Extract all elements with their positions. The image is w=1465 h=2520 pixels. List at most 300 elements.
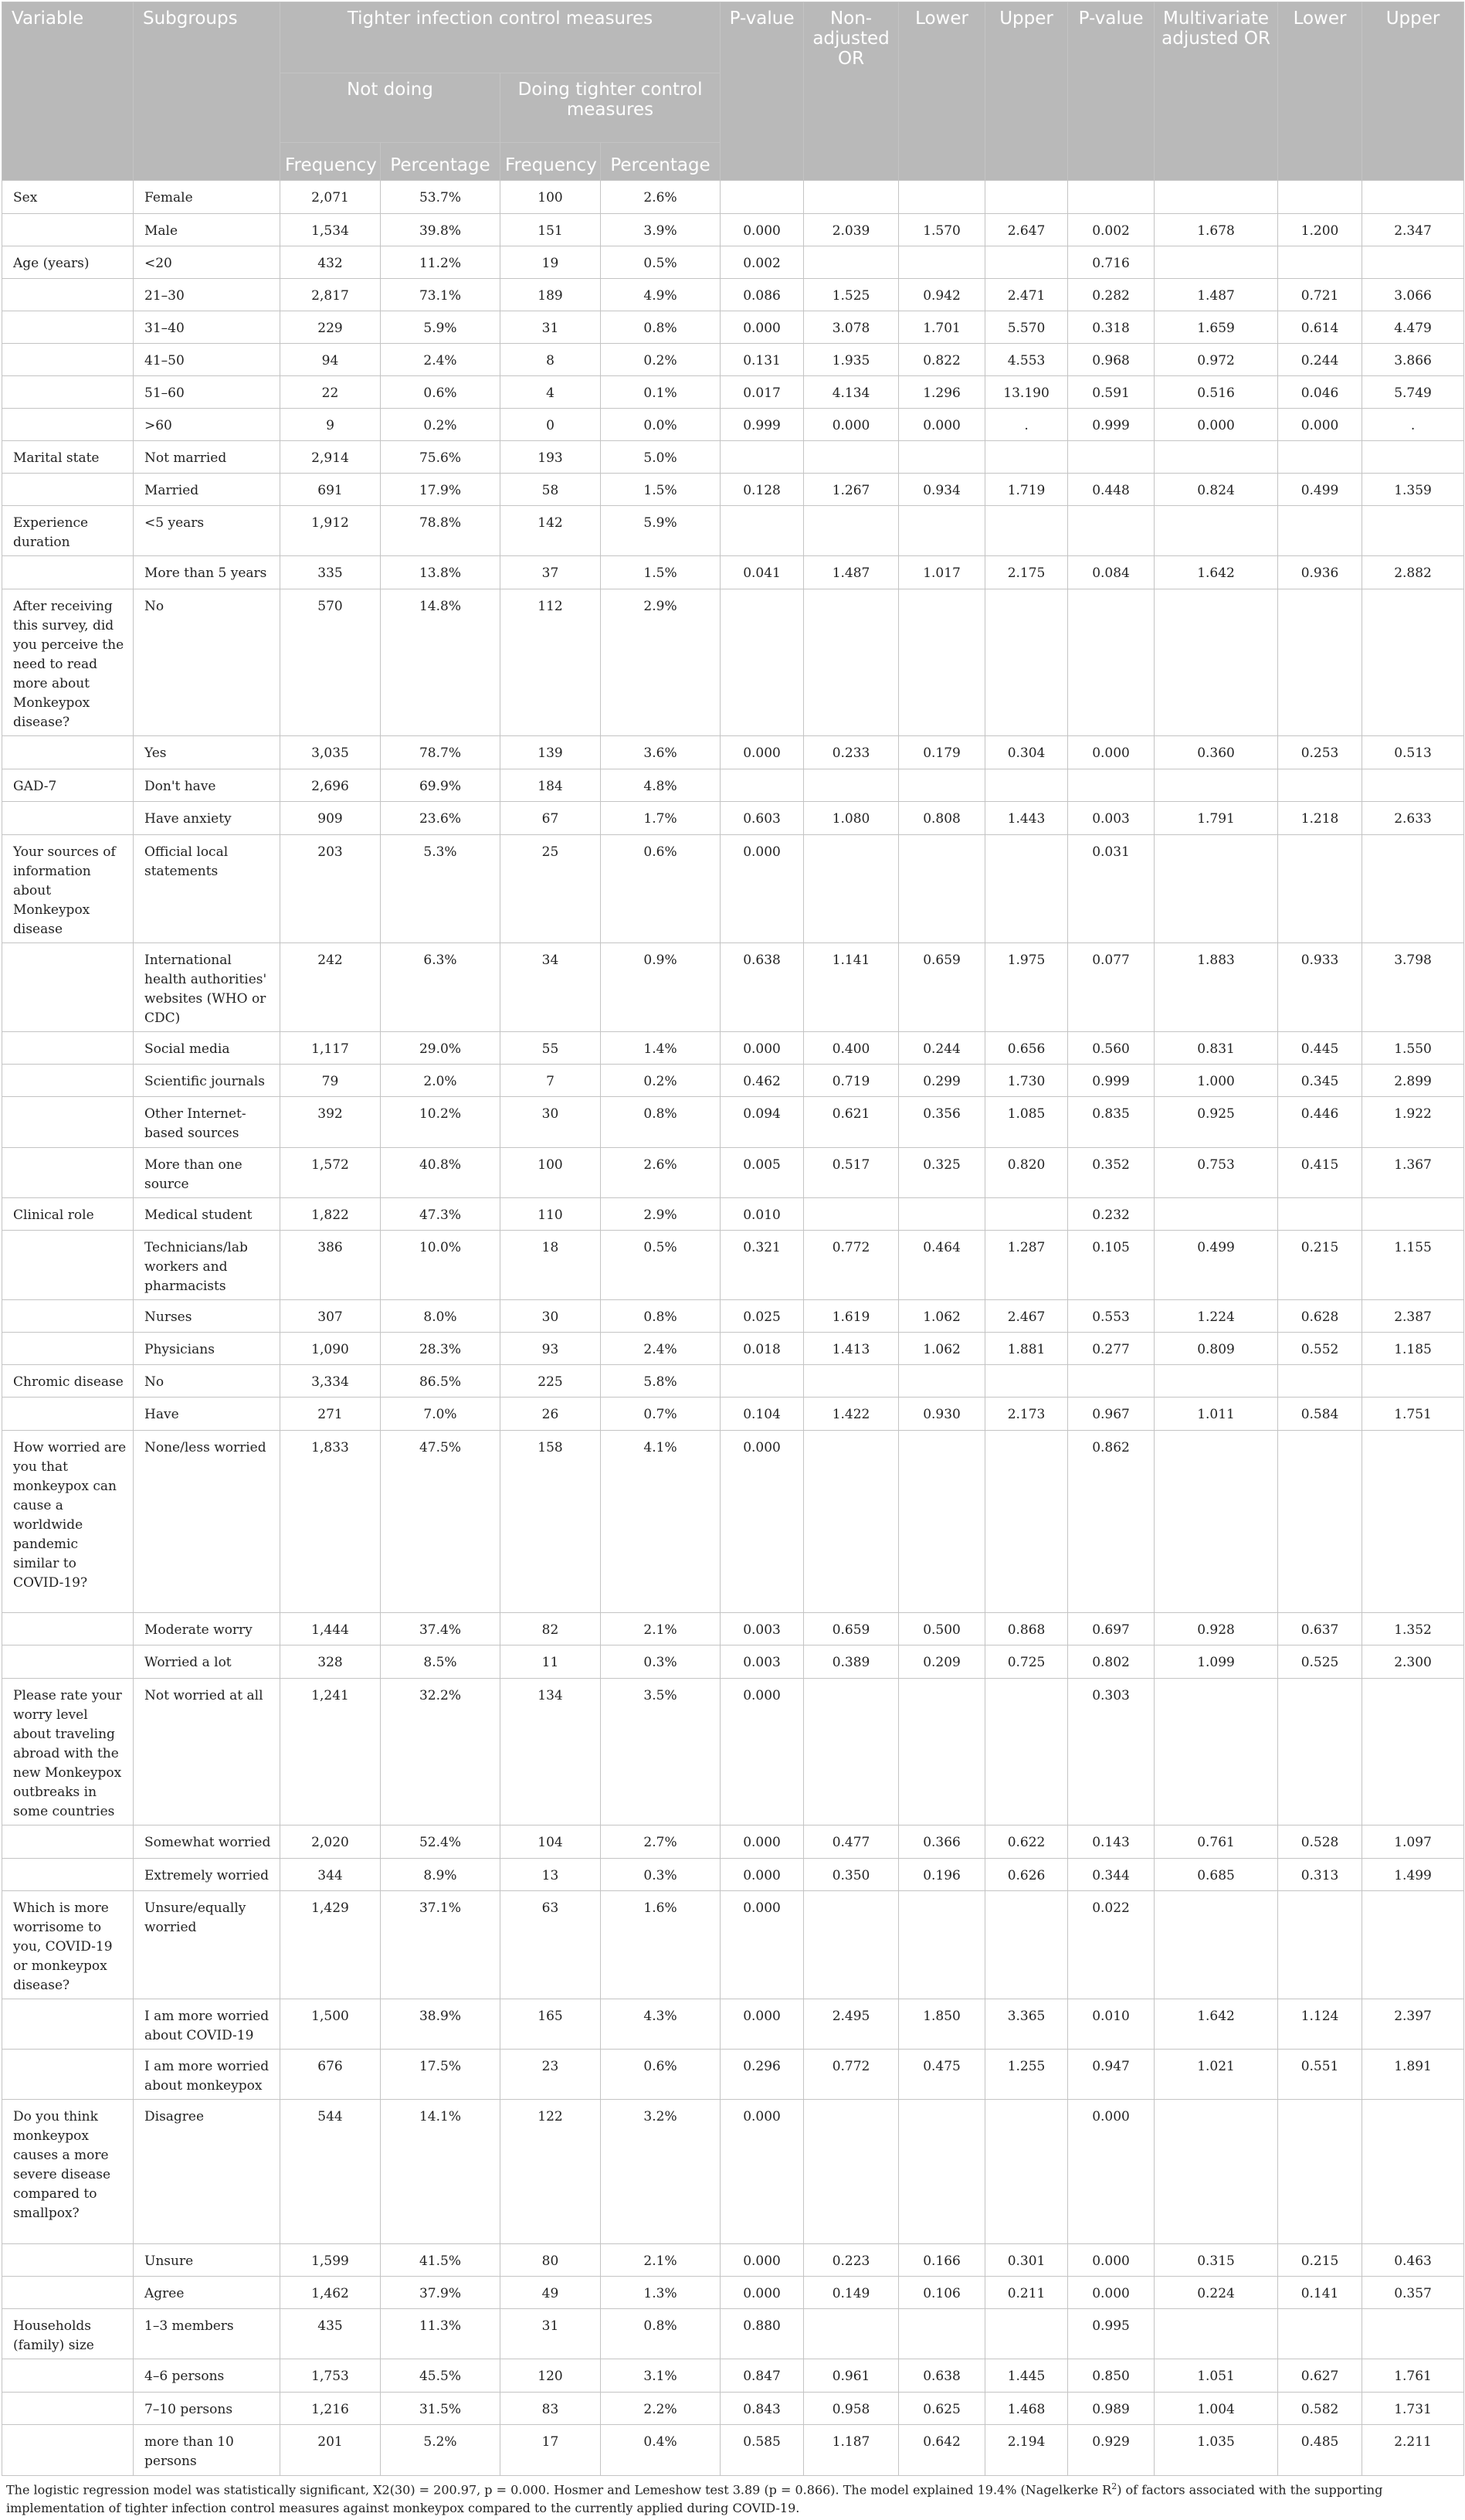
non-adjusted-or-cell [804,1198,899,1231]
subgroup-cell: more than 10 persons [134,2425,280,2476]
variable-cell: Your sources of information about Monkeypox disease [2,835,134,943]
adjusted-upper-cell [1362,246,1464,279]
header-percentage: Percentage [601,143,721,181]
doing-percentage-cell: 2.1% [601,1613,721,1645]
not-doing-frequency-cell: 201 [280,2425,381,2476]
subgroup-cell: Not married [134,441,280,474]
doing-percentage-cell: 3.5% [601,1679,721,1825]
variable-cell [2,1300,134,1333]
doing-frequency-cell: 184 [500,769,601,802]
lower-cell: 0.500 [899,1613,985,1645]
not-doing-frequency-cell: 2,696 [280,769,381,802]
lower-cell: 0.625 [899,2393,985,2425]
not-doing-percentage-cell: 28.3% [381,1333,500,1365]
table-row [2,376,1464,409]
p-value-cell: 0.000 [721,1431,804,1613]
upper-cell [985,181,1068,214]
non-adjusted-or-cell: 2.495 [804,1999,899,2050]
adjusted-lower-cell: 0.627 [1278,2359,1362,2393]
lower-cell [899,1891,985,1999]
multivariate-or-cell [1155,1365,1278,1398]
adjusted-upper-cell: 0.463 [1362,2244,1464,2277]
subgroup-cell: More than one source [134,1148,280,1198]
table-header [2,2,1464,181]
multivariate-or-cell: 1.642 [1155,556,1278,589]
lower-cell: 1.296 [899,376,985,409]
adjusted-upper-cell [1362,589,1464,736]
lower-cell [899,441,985,474]
subgroup-cell: Technicians/lab workers and pharmacists [134,1231,280,1300]
upper-cell [985,1679,1068,1825]
lower-cell: 1.017 [899,556,985,589]
doing-frequency-cell: 26 [500,1398,601,1431]
p-value-cell: 0.025 [721,1300,804,1333]
adjusted-p-value-cell: 0.303 [1068,1679,1155,1825]
adjusted-lower-cell: 0.215 [1278,2244,1362,2277]
lower-cell: 0.475 [899,2050,985,2100]
table-row [2,279,1464,311]
upper-cell: 0.725 [985,1645,1068,1679]
lower-cell: 0.356 [899,1097,985,1148]
doing-percentage-cell: 0.8% [601,2309,721,2359]
table-row [2,2359,1464,2393]
non-adjusted-or-cell [804,441,899,474]
adjusted-p-value-cell: 0.000 [1068,736,1155,769]
doing-frequency-cell: 23 [500,2050,601,2100]
non-adjusted-or-cell: 0.350 [804,1859,899,1891]
lower-cell: 0.642 [899,2425,985,2476]
adjusted-lower-cell: 0.141 [1278,2277,1362,2309]
subgroup-cell: Not worried at all [134,1679,280,1825]
doing-percentage-cell: 2.4% [601,1333,721,1365]
multivariate-or-cell: 1.099 [1155,1645,1278,1679]
variable-cell [2,1148,134,1198]
not-doing-percentage-cell: 13.8% [381,556,500,589]
adjusted-p-value-cell: 0.929 [1068,2425,1155,2476]
lower-cell: 1.701 [899,311,985,344]
doing-percentage-cell: 2.6% [601,181,721,214]
not-doing-percentage-cell: 47.3% [381,1198,500,1231]
subgroup-cell: 4–6 persons [134,2359,280,2393]
adjusted-upper-cell: 2.211 [1362,2425,1464,2476]
p-value-cell: 0.003 [721,1645,804,1679]
upper-cell: 1.719 [985,474,1068,506]
upper-cell: 0.820 [985,1148,1068,1198]
upper-cell: 2.647 [985,214,1068,246]
lower-cell: 0.464 [899,1231,985,1300]
adjusted-p-value-cell: 0.282 [1068,279,1155,311]
variable-cell: How worried are you that monkeypox can cause a worldwide pandemic similar to COVID-19? [2,1431,134,1613]
lower-cell: 0.942 [899,279,985,311]
not-doing-frequency-cell: 229 [280,311,381,344]
not-doing-frequency-cell: 2,020 [280,1825,381,1859]
lower-cell [899,506,985,556]
multivariate-or-cell [1155,181,1278,214]
variable-cell [2,474,134,506]
not-doing-percentage-cell: 14.8% [381,589,500,736]
doing-percentage-cell: 0.4% [601,2425,721,2476]
p-value-cell: 0.000 [721,1891,804,1999]
adjusted-upper-cell [1362,1365,1464,1398]
table-row [2,409,1464,441]
adjusted-upper-cell: 1.731 [1362,2393,1464,2425]
lower-cell: 0.166 [899,2244,985,2277]
doing-percentage-cell: 0.0% [601,409,721,441]
upper-cell [985,246,1068,279]
adjusted-p-value-cell: 0.000 [1068,2244,1155,2277]
adjusted-lower-cell: 0.628 [1278,1300,1362,1333]
lower-cell [899,589,985,736]
lower-cell: 1.850 [899,1999,985,2050]
adjusted-upper-cell: 1.761 [1362,2359,1464,2393]
variable-cell: Which is more worrisome to you, COVID-19 or monkeypox disease? [2,1891,134,1999]
adjusted-upper-cell: 1.359 [1362,474,1464,506]
upper-cell [985,589,1068,736]
not-doing-frequency-cell: 386 [280,1231,381,1300]
doing-frequency-cell: 58 [500,474,601,506]
upper-cell: 1.287 [985,1231,1068,1300]
not-doing-percentage-cell: 10.0% [381,1231,500,1300]
subgroup-cell: Medical student [134,1198,280,1231]
subgroup-cell: Disagree [134,2100,280,2244]
subgroup-cell: International health authorities' websites (WHO or CDC) [134,943,280,1032]
doing-frequency-cell: 7 [500,1065,601,1097]
not-doing-frequency-cell: 1,599 [280,2244,381,2277]
variable-cell [2,311,134,344]
doing-frequency-cell: 104 [500,1825,601,1859]
variable-cell [2,1032,134,1065]
variable-cell [2,1065,134,1097]
adjusted-upper-cell: 1.922 [1362,1097,1464,1148]
lower-cell: 0.106 [899,2277,985,2309]
subgroup-cell: Male [134,214,280,246]
doing-percentage-cell: 1.3% [601,2277,721,2309]
p-value-cell: 0.843 [721,2393,804,2425]
doing-percentage-cell: 0.2% [601,344,721,376]
subgroup-cell: Moderate worry [134,1613,280,1645]
non-adjusted-or-cell: 0.389 [804,1645,899,1679]
doing-frequency-cell: 63 [500,1891,601,1999]
non-adjusted-or-cell: 0.961 [804,2359,899,2393]
not-doing-frequency-cell: 570 [280,589,381,736]
subgroup-cell: No [134,589,280,736]
p-value-cell [721,506,804,556]
p-value-cell: 0.462 [721,1065,804,1097]
multivariate-or-cell: 0.972 [1155,344,1278,376]
adjusted-upper-cell: 5.749 [1362,376,1464,409]
table-row [2,1645,1464,1679]
doing-percentage-cell: 4.8% [601,769,721,802]
doing-percentage-cell: 2.7% [601,1825,721,1859]
multivariate-or-cell [1155,1198,1278,1231]
not-doing-frequency-cell: 1,429 [280,1891,381,1999]
not-doing-frequency-cell: 435 [280,2309,381,2359]
variable-cell [2,214,134,246]
non-adjusted-or-cell [804,506,899,556]
not-doing-percentage-cell: 40.8% [381,1148,500,1198]
doing-frequency-cell: 30 [500,1097,601,1148]
header-frequency: Frequency [280,143,381,181]
upper-cell: 1.975 [985,943,1068,1032]
multivariate-or-cell: 1.791 [1155,802,1278,835]
p-value-cell: 0.010 [721,1198,804,1231]
multivariate-or-cell: 0.809 [1155,1333,1278,1365]
multivariate-or-cell: 1.883 [1155,943,1278,1032]
adjusted-p-value-cell: 0.697 [1068,1613,1155,1645]
p-value-cell: 0.094 [721,1097,804,1148]
adjusted-lower-cell: 0.000 [1278,409,1362,441]
variable-cell [2,376,134,409]
lower-cell [899,181,985,214]
subgroup-cell: Somewhat worried [134,1825,280,1859]
adjusted-lower-cell [1278,181,1362,214]
upper-cell: 5.570 [985,311,1068,344]
adjusted-p-value-cell: 0.967 [1068,1398,1155,1431]
not-doing-percentage-cell: 38.9% [381,1999,500,2050]
not-doing-percentage-cell: 7.0% [381,1398,500,1431]
not-doing-frequency-cell: 9 [280,409,381,441]
table-row [2,1198,1464,1231]
doing-percentage-cell: 2.6% [601,1148,721,1198]
header-lower: Lower [899,2,985,181]
not-doing-percentage-cell: 11.3% [381,2309,500,2359]
doing-percentage-cell: 0.8% [601,1097,721,1148]
p-value-cell: 0.603 [721,802,804,835]
adjusted-lower-cell: 0.313 [1278,1859,1362,1891]
adjusted-upper-cell: 1.891 [1362,2050,1464,2100]
adjusted-p-value-cell: 0.277 [1068,1333,1155,1365]
header-multivariate-or: Multivariate adjusted OR [1155,2,1278,181]
non-adjusted-or-cell [804,835,899,943]
adjusted-lower-cell: 0.445 [1278,1032,1362,1065]
adjusted-upper-cell: 1.367 [1362,1148,1464,1198]
not-doing-frequency-cell: 242 [280,943,381,1032]
lower-cell: 0.179 [899,736,985,769]
adjusted-p-value-cell: 0.352 [1068,1148,1155,1198]
upper-cell: 2.194 [985,2425,1068,2476]
doing-percentage-cell: 5.8% [601,1365,721,1398]
non-adjusted-or-cell: 0.772 [804,1231,899,1300]
multivariate-or-cell: 1.678 [1155,214,1278,246]
lower-cell [899,769,985,802]
lower-cell [899,1365,985,1398]
multivariate-or-cell: 1.659 [1155,311,1278,344]
doing-frequency-cell: 80 [500,2244,601,2277]
multivariate-or-cell: 1.224 [1155,1300,1278,1333]
subgroup-cell: 51–60 [134,376,280,409]
not-doing-frequency-cell: 691 [280,474,381,506]
variable-cell [2,344,134,376]
table-row [2,214,1464,246]
adjusted-upper-cell [1362,769,1464,802]
subgroup-cell: Scientific journals [134,1065,280,1097]
p-value-cell: 0.000 [721,835,804,943]
p-value-cell: 0.003 [721,1613,804,1645]
lower-cell: 0.196 [899,1859,985,1891]
adjusted-p-value-cell: 0.716 [1068,246,1155,279]
upper-cell: 0.211 [985,2277,1068,2309]
not-doing-percentage-cell: 8.0% [381,1300,500,1333]
doing-percentage-cell: 0.8% [601,311,721,344]
not-doing-percentage-cell: 41.5% [381,2244,500,2277]
non-adjusted-or-cell [804,2100,899,2244]
non-adjusted-or-cell: 1.267 [804,474,899,506]
adjusted-lower-cell: 0.614 [1278,311,1362,344]
non-adjusted-or-cell [804,1431,899,1613]
variable-cell [2,2050,134,2100]
subgroup-cell: Unsure [134,2244,280,2277]
not-doing-percentage-cell: 75.6% [381,441,500,474]
table-row [2,506,1464,556]
doing-frequency-cell: 49 [500,2277,601,2309]
doing-percentage-cell: 0.9% [601,943,721,1032]
adjusted-p-value-cell: 0.947 [1068,2050,1155,2100]
not-doing-frequency-cell: 1,090 [280,1333,381,1365]
non-adjusted-or-cell: 1.141 [804,943,899,1032]
non-adjusted-or-cell: 3.078 [804,311,899,344]
variable-cell [2,1231,134,1300]
adjusted-p-value-cell [1068,589,1155,736]
not-doing-percentage-cell: 32.2% [381,1679,500,1825]
multivariate-or-cell: 1.000 [1155,1065,1278,1097]
not-doing-percentage-cell: 78.7% [381,736,500,769]
not-doing-frequency-cell: 909 [280,802,381,835]
non-adjusted-or-cell [804,1891,899,1999]
lower-cell [899,2100,985,2244]
multivariate-or-cell: 1.035 [1155,2425,1278,2476]
lower-cell: 0.822 [899,344,985,376]
doing-percentage-cell: 3.6% [601,736,721,769]
variable-cell: Sex [2,181,134,214]
doing-frequency-cell: 120 [500,2359,601,2393]
not-doing-frequency-cell: 203 [280,835,381,943]
multivariate-or-cell: 0.499 [1155,1231,1278,1300]
non-adjusted-or-cell: 0.958 [804,2393,899,2425]
p-value-cell: 0.002 [721,246,804,279]
subgroup-cell: Yes [134,736,280,769]
table-row [2,2050,1464,2100]
multivariate-or-cell: 1.021 [1155,2050,1278,2100]
table-row [2,589,1464,736]
lower-cell: 1.570 [899,214,985,246]
doing-frequency-cell: 225 [500,1365,601,1398]
lower-cell: 0.638 [899,2359,985,2393]
upper-cell: 1.468 [985,2393,1068,2425]
not-doing-percentage-cell: 69.9% [381,769,500,802]
non-adjusted-or-cell: 1.422 [804,1398,899,1431]
doing-percentage-cell: 1.5% [601,556,721,589]
p-value-cell: 0.128 [721,474,804,506]
header-lower-adjusted: Lower [1278,2,1362,181]
multivariate-or-cell [1155,589,1278,736]
multivariate-or-cell [1155,246,1278,279]
not-doing-frequency-cell: 2,071 [280,181,381,214]
non-adjusted-or-cell [804,1365,899,1398]
upper-cell: 0.868 [985,1613,1068,1645]
table-row [2,556,1464,589]
subgroup-cell: No [134,1365,280,1398]
not-doing-frequency-cell: 1,753 [280,2359,381,2393]
non-adjusted-or-cell [804,769,899,802]
non-adjusted-or-cell [804,1679,899,1825]
p-value-cell [721,181,804,214]
doing-frequency-cell: 83 [500,2393,601,2425]
doing-frequency-cell: 67 [500,802,601,835]
p-value-cell: 0.000 [721,1859,804,1891]
p-value-cell: 0.017 [721,376,804,409]
table-row [2,835,1464,943]
table-footnote [2,2476,1463,2518]
variable-cell [2,943,134,1032]
not-doing-frequency-cell: 1,444 [280,1613,381,1645]
doing-percentage-cell: 0.2% [601,1065,721,1097]
p-value-cell: 0.041 [721,556,804,589]
not-doing-percentage-cell: 37.1% [381,1891,500,1999]
non-adjusted-or-cell: 0.659 [804,1613,899,1645]
subgroup-cell: 41–50 [134,344,280,376]
non-adjusted-or-cell: 0.223 [804,2244,899,2277]
adjusted-upper-cell: 2.397 [1362,1999,1464,2050]
upper-cell: 0.656 [985,1032,1068,1065]
variable-cell: Clinical role [2,1198,134,1231]
adjusted-lower-cell: 0.721 [1278,279,1362,311]
multivariate-or-cell: 0.224 [1155,2277,1278,2309]
not-doing-frequency-cell: 432 [280,246,381,279]
subgroup-cell: I am more worried about COVID-19 [134,1999,280,2050]
not-doing-frequency-cell: 1,833 [280,1431,381,1613]
doing-percentage-cell: 1.7% [601,802,721,835]
header-non-adjusted-or: Non-adjusted OR [804,2,899,181]
p-value-cell [721,441,804,474]
adjusted-upper-cell [1362,181,1464,214]
variable-cell: Households (family) size [2,2309,134,2359]
adjusted-upper-cell: 1.185 [1362,1333,1464,1365]
not-doing-frequency-cell: 392 [280,1097,381,1148]
subgroup-cell: Worried a lot [134,1645,280,1679]
upper-cell: 0.622 [985,1825,1068,1859]
table-row [2,1148,1464,1198]
doing-frequency-cell: 158 [500,1431,601,1613]
adjusted-p-value-cell [1068,769,1155,802]
not-doing-frequency-cell: 1,500 [280,1999,381,2050]
header-percentage: Percentage [381,143,500,181]
table-row [2,1825,1464,1859]
doing-frequency-cell: 165 [500,1999,601,2050]
table-row [2,1431,1464,1613]
adjusted-upper-cell [1362,1431,1464,1613]
upper-cell: . [985,409,1068,441]
lower-cell: 0.209 [899,1645,985,1679]
header-upper: Upper [985,2,1068,181]
lower-cell [899,246,985,279]
subgroup-cell: Extremely worried [134,1859,280,1891]
adjusted-lower-cell: 0.499 [1278,474,1362,506]
adjusted-p-value-cell: 0.002 [1068,214,1155,246]
table-row [2,2425,1464,2476]
subgroup-cell: Don't have [134,769,280,802]
multivariate-or-cell: 0.685 [1155,1859,1278,1891]
p-value-cell: 0.880 [721,2309,804,2359]
p-value-cell: 0.000 [721,311,804,344]
adjusted-lower-cell: 0.637 [1278,1613,1362,1645]
doing-percentage-cell: 0.8% [601,1300,721,1333]
table-row [2,769,1464,802]
table-row [2,943,1464,1032]
p-value-cell: 0.321 [721,1231,804,1300]
adjusted-upper-cell: 3.866 [1362,344,1464,376]
subgroup-cell: Agree [134,2277,280,2309]
upper-cell: 2.467 [985,1300,1068,1333]
